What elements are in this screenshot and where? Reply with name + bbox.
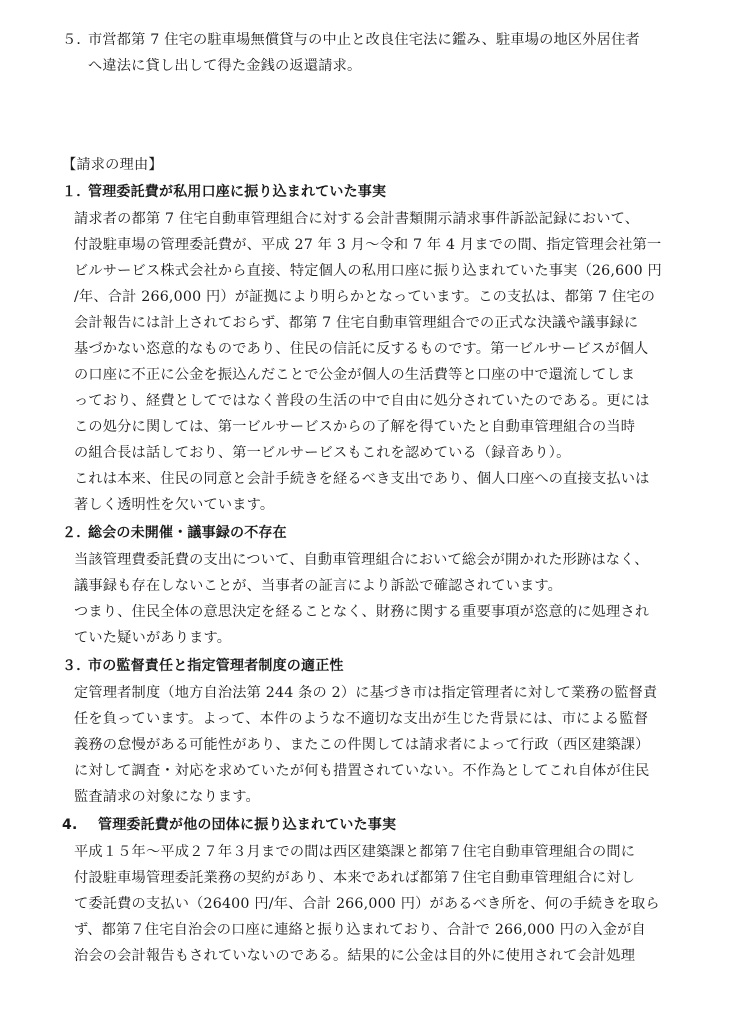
section4-line: 治会の会計報告もされていないのである。結果的に公金は目的外に使用されて会計処理 <box>74 948 636 964</box>
section4-title: 管理委託費が他の団体に振り込まれていた事実 <box>98 817 397 833</box>
section1-line: ビルサービス株式会社から直接、特定個人の私用口座に振り込まれていた事実（26,600 円 <box>74 263 662 279</box>
section2-title: 総会の未開催・議事録の不存在 <box>88 525 287 541</box>
section4-heading <box>62 815 396 835</box>
section1-line: っており、経費としてではなく普段の生活の中で自由に処分されていたのである。更には <box>74 393 650 409</box>
section3-line: に対して調査・対応を求めていたが何も措置されていない。不作為としてこれ自体が住民 <box>74 763 650 779</box>
section1-line: 付設駐車場の管理委託費が、平成 27 年 3 月～令和 7 年 4 月までの間、指定管理会社第一 <box>74 237 662 253</box>
section1-title: 管理委託費が私用口座に振り込まれていた事実 <box>88 184 387 200</box>
section1-number: １． <box>62 184 91 200</box>
section2-line: ていた疑いがあります。 <box>74 630 232 646</box>
section2-line: 議事録も存在しないことが、当事者の証言により訴訟で確認されています。 <box>74 578 563 594</box>
section1-heading <box>62 182 386 202</box>
item5-text-line2: へ違法に貸し出して得た金銭の返還請求。 <box>88 58 362 74</box>
section3-line: 定管理者制度（地方自治法第 244 条の 2）に基づき市は指定管理者に対して業務の監督責 <box>74 685 658 701</box>
section3-line: 監査請求の対象になります。 <box>74 789 260 805</box>
section4-line: ず、都第７住宅自治会の口座に連絡と振り込まれており、合計で 266,000 円の入金が自 <box>74 922 646 938</box>
reason-header: 【請求の理由】 <box>62 157 163 173</box>
section1-line: の口座に不正に公金を振込んだことで公金が個人の生活費等と口座の中で還流してしま <box>74 367 636 383</box>
section1-line: /年、合計 266,000 円）が証拠により明らかとなっています。この支払は、都第 7 住宅の <box>74 289 656 305</box>
section3-line: 任を負っています。よって、本件のような不適切な支出が生じた背景には、市による監督 <box>74 711 649 727</box>
section3-number: ３． <box>62 658 91 674</box>
section4-number: 4. <box>62 817 78 833</box>
section1-line: この処分に関しては、第一ビルサービスからの了解を得ていたと自動車管理組合の当時 <box>74 419 636 435</box>
section1-line: 会計報告には計上されておらず、都第 7 住宅自動車管理組合での正式な決議や議事録に <box>74 315 639 331</box>
section1-line: 著しく透明性を欠いています。 <box>74 497 275 513</box>
section1-line: これは本来、住民の同意と会計手続きを経るべき支出であり、個人口座への直接支払いは <box>74 471 650 487</box>
section1-line: 基づかない恣意的なものであり、住民の信託に反するものです。第一ビルサービスが個人 <box>74 341 649 357</box>
section4-line: 付設駐車場管理委託業務の契約があり、本来であれば都第７住宅自動車管理組合に対し <box>74 870 636 886</box>
section3-heading <box>62 656 344 676</box>
section2-line: 当該管理費委託費の支出について、自動車管理組合において総会が開かれた形跡はなく、 <box>74 552 649 568</box>
item5-line1 <box>62 30 640 50</box>
section2-heading <box>62 523 287 543</box>
section3-title: 市の監督責任と指定管理者制度の適正性 <box>88 658 344 674</box>
section1-line: の組合長は話しており、第一ビルサービスもこれを認めている（録音あり）。 <box>74 445 571 461</box>
section4-line: 平成１５年～平成２７年３月までの間は西区建築課と都第７住宅自動車管理組合の間に <box>74 844 636 860</box>
section1-line: 請求者の都第 7 住宅自動車管理組合に対する会計書類開示請求事件訴訟記録において、 <box>74 211 640 227</box>
section4-line: て委託費の支払い（26400 円/年、合計 266,000 円）があるべき所を、何の手続きを取ら <box>74 896 660 912</box>
section2-line: つまり、住民全体の意思決定を経ることなく、財務に関する重要事項が恣意的に処理され <box>74 604 650 620</box>
section2-number: ２． <box>62 525 91 541</box>
item5-number: ５． <box>62 32 91 48</box>
item5-text-line1: 市営都第 7 住宅の駐車場無償貸与の中止と改良住宅法に鑑み、駐車場の地区外居住者 <box>88 32 640 48</box>
section3-line: 義務の怠慢がある可能性があり、またこの件関しては請求者によって行政（西区建築課） <box>74 737 650 753</box>
